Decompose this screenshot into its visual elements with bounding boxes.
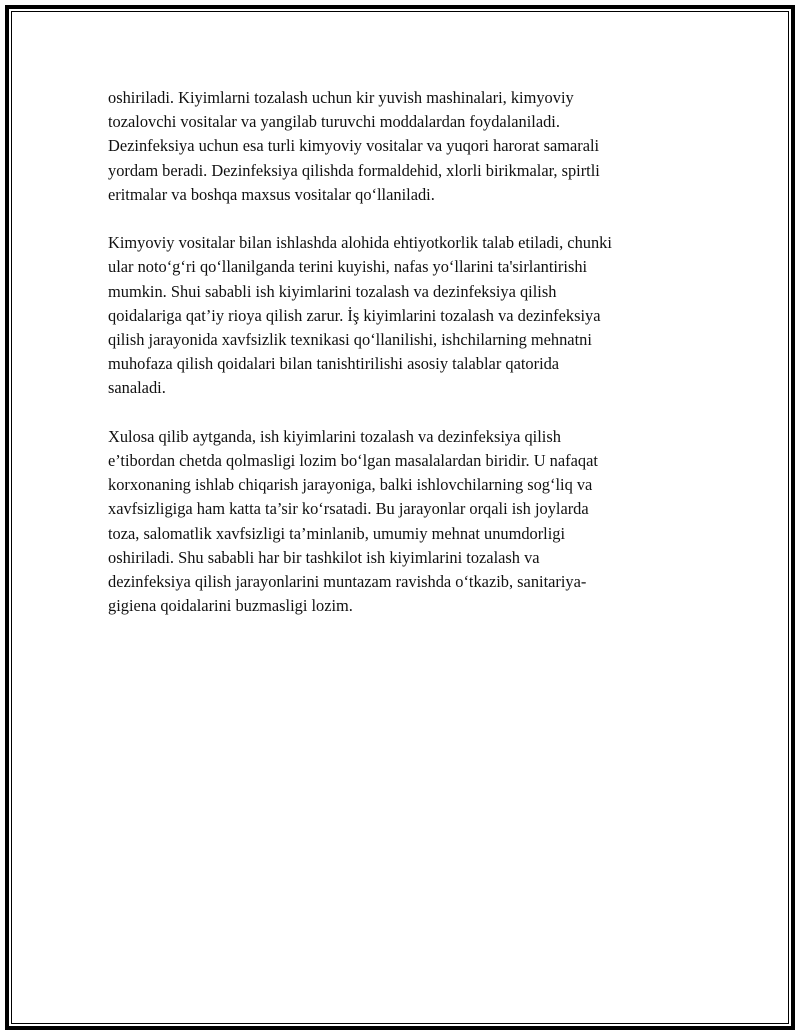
text-line: e’tibordan chetda qolmasligi lozim bo‘lgan masalalardan biridir. U nafaqat	[108, 451, 598, 471]
text-line: xavfsizligiga ham katta ta’sir ko‘rsatadi. Bu jarayonlar orqali ish joylarda	[108, 499, 589, 519]
text-line: toza, salomatlik xavfsizligi ta’minlanib, umumiy mehnat unumdorligi	[108, 523, 566, 543]
text-line: oshiriladi. Kiyimlarni tozalash uchun kir yuvish mashinalari, kimyoviy	[108, 88, 574, 107]
text-line: ular noto‘g‘ri qo‘llanilganda terini kuyishi, nafas yo‘llarini ta'sirlantirishi	[108, 257, 588, 277]
text-line: gigiena qoidalarini buzmasligi lozim.	[108, 596, 353, 616]
paragraph-3	[108, 425, 668, 619]
text-line: sanaladi.	[108, 378, 166, 398]
text-line: qoidalariga qat’iy rioya qilish zarur. İş kiyimlarini tozalash va dezinfeksiya	[108, 305, 601, 325]
document-body	[108, 86, 668, 643]
text-line: mumkin. Shui sababli ish kiyimlarini tozalash va dezinfeksiya qilish	[108, 281, 557, 301]
text-line: muhofaza qilish qoidalari bilan tanishtirilishi asosiy talablar qatorida	[108, 354, 560, 374]
text-line: eritmalar va boshqa maxsus vositalar qo‘llaniladi.	[108, 184, 435, 204]
text-line: Kimyoviy vositalar bilan ishlashda alohida ehtiyotkorlik talab etiladi, chunki	[108, 233, 612, 253]
text-line: qilish jarayonida xavfsizlik texnikasi qo‘llanilishi, ishchilarning mehnatni	[108, 330, 592, 350]
text-line: dezinfeksiya qilish jarayonlarini muntazam ravishda o‘tkazib, sanitariya-	[108, 572, 587, 592]
paragraph-2	[108, 231, 668, 400]
text-line: korxonaning ishlab chiqarish jarayoniga, balki ishlovchilarning sog‘liq va	[108, 475, 593, 495]
text-line: oshiriladi. Shu sababli har bir tashkilot ish kiyimlarini tozalash va	[108, 547, 540, 567]
text-line: Dezinfeksiya uchun esa turli kimyoviy vositalar va yuqori harorat samarali	[108, 136, 600, 156]
paragraph-1	[108, 86, 668, 207]
text-line: tozalovchi vositalar va yangilab turuvchi moddalardan foydalaniladi.	[108, 112, 560, 132]
text-line: yordam beradi. Dezinfeksiya qilishda formaldehid, xlorli birikmalar, spirtli	[108, 160, 600, 180]
text-line: Xulosa qilib aytganda, ish kiyimlarini tozalash va dezinfeksiya qilish	[108, 426, 561, 446]
